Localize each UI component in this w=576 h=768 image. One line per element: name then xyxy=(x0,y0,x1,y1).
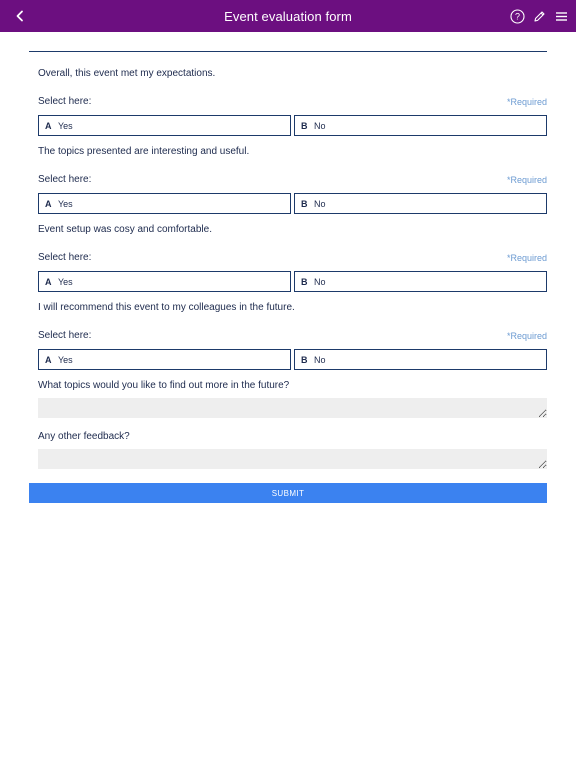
future-topics-input[interactable] xyxy=(38,398,547,418)
menu-button[interactable] xyxy=(552,7,570,25)
help-button[interactable] xyxy=(508,7,526,25)
option-b-no[interactable] xyxy=(294,115,547,136)
text-question-2-label: Any other feedback? xyxy=(38,431,130,442)
option-label: No xyxy=(314,354,326,365)
option-key: A xyxy=(45,276,52,287)
page-title: Event evaluation form xyxy=(224,8,352,24)
required-badge: *Required xyxy=(506,330,547,341)
option-label: No xyxy=(314,276,326,287)
option-label: No xyxy=(314,120,326,131)
select-label: Select here: xyxy=(38,174,92,185)
required-badge: *Required xyxy=(506,252,547,263)
select-label: Select here: xyxy=(38,330,92,341)
option-a-yes[interactable] xyxy=(38,193,291,214)
option-label: Yes xyxy=(58,120,73,131)
chevron-left-icon xyxy=(15,10,25,22)
question-3-select-row xyxy=(38,252,547,263)
option-b-no[interactable] xyxy=(294,349,547,370)
option-b-no[interactable] xyxy=(294,193,547,214)
option-label: Yes xyxy=(58,354,73,365)
option-a-yes[interactable] xyxy=(38,115,291,136)
text-question-1-label: What topics would you like to find out more in the future? xyxy=(38,380,290,391)
option-a-yes[interactable] xyxy=(38,349,291,370)
other-feedback-input[interactable] xyxy=(38,449,547,469)
question-1-select-row xyxy=(38,96,547,107)
header-actions xyxy=(508,7,570,25)
app-header xyxy=(0,0,576,32)
option-label: Yes xyxy=(58,276,73,287)
required-badge: *Required xyxy=(506,174,547,185)
option-key: B xyxy=(301,120,308,131)
select-label: Select here: xyxy=(38,96,92,107)
help-icon xyxy=(510,9,525,24)
select-label: Select here: xyxy=(38,252,92,263)
option-label: No xyxy=(314,198,326,209)
option-b-no[interactable] xyxy=(294,271,547,292)
option-label: Yes xyxy=(58,198,73,209)
question-2-select-row xyxy=(38,174,547,185)
question-1-options xyxy=(38,115,547,136)
question-2-text: The topics presented are interesting and useful. xyxy=(38,146,250,157)
option-key: A xyxy=(45,354,52,365)
top-divider xyxy=(29,51,547,52)
question-3-options xyxy=(38,271,547,292)
question-4-text: I will recommend this event to my colleagues in the future. xyxy=(38,302,295,313)
question-3-text: Event setup was cosy and comfortable. xyxy=(38,224,212,235)
menu-icon xyxy=(555,11,568,22)
edit-button[interactable] xyxy=(530,7,548,25)
option-key: A xyxy=(45,198,52,209)
pencil-icon xyxy=(533,10,546,23)
question-4-options xyxy=(38,349,547,370)
option-key: B xyxy=(301,354,308,365)
option-key: B xyxy=(301,198,308,209)
submit-button[interactable]: SUBMIT xyxy=(29,483,547,503)
back-button[interactable] xyxy=(10,6,30,26)
question-1-text: Overall, this event met my expectations. xyxy=(38,68,216,79)
option-key: B xyxy=(301,276,308,287)
question-2-options xyxy=(38,193,547,214)
question-4-select-row xyxy=(38,330,547,341)
svg-text:?: ? xyxy=(514,11,520,22)
option-a-yes[interactable] xyxy=(38,271,291,292)
required-badge: *Required xyxy=(506,96,547,107)
option-key: A xyxy=(45,120,52,131)
